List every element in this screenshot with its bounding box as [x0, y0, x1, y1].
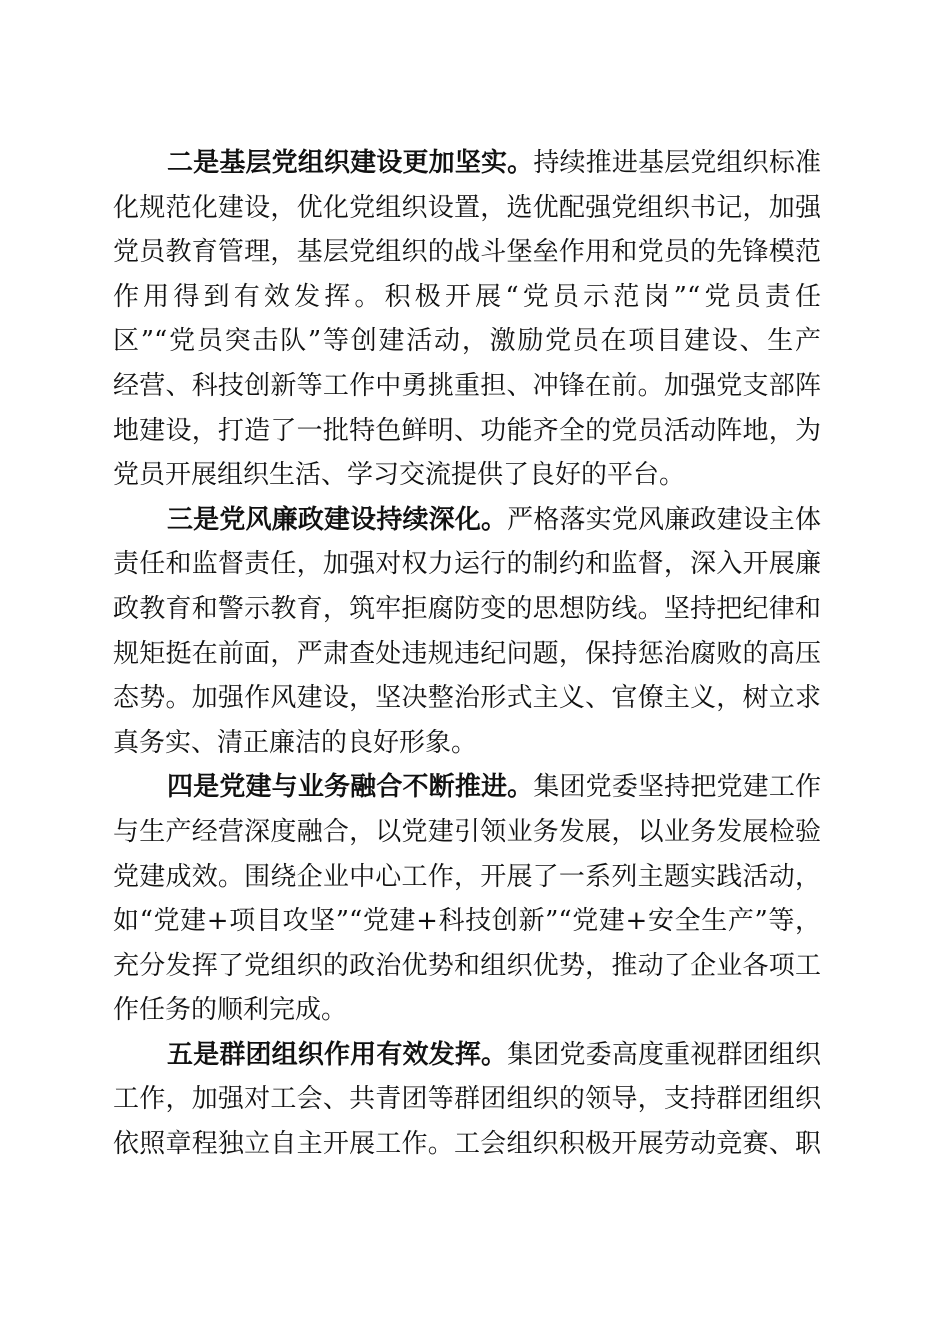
text-line [113, 1122, 821, 1167]
line-text: 党建成效。围绕企业中心工作，开展了一系列主题实践活动， [113, 861, 821, 892]
line-text: 党员开展组织生活、学习交流提供了良好的平台。 [113, 460, 686, 491]
text-line [113, 141, 821, 186]
text-line [113, 676, 821, 721]
line-text: 如“党建+项目攻坚”“党建+科技创新”“党建+安全生产”等， [113, 906, 821, 937]
text-line [113, 453, 821, 498]
text-line [113, 899, 821, 944]
paragraph-heading: 五是群团组织作用有效发挥。 [167, 1039, 508, 1070]
line-text: 经营、科技创新等工作中勇挑重担、冲锋在前。加强党支部阵 [113, 370, 821, 401]
line-text: 依照章程独立自主开展工作。工会组织积极开展劳动竞赛、职 [113, 1129, 821, 1160]
text-line [113, 230, 821, 275]
line-text: 地建设，打造了一批特色鲜明、功能齐全的党员活动阵地，为 [113, 415, 821, 446]
text-line [113, 1033, 821, 1078]
text-line [113, 944, 821, 989]
paragraph [113, 1033, 821, 1167]
text-line [113, 587, 821, 632]
paragraph-heading: 四是党建与业务融合不断推进。 [167, 772, 534, 803]
line-text: 集团党委坚持把党建工作 [533, 772, 821, 803]
text-line [113, 1077, 821, 1122]
line-text: 区”“党员突击队”等创建活动，激励党员在项目建设、生产 [113, 326, 821, 357]
text-line [113, 498, 821, 543]
line-text: 态势。加强作风建设，坚决整治形式主义、官僚主义，树立求 [113, 683, 821, 714]
paragraph-heading: 三是党风廉政建设持续深化。 [167, 504, 508, 535]
line-text: 政教育和警示教育，筑牢拒腐防变的思想防线。坚持把纪律和 [113, 593, 821, 624]
line-text: 充分发挥了党组织的政治优势和组织优势，推动了企业各项工 [113, 950, 821, 981]
text-line [113, 988, 821, 1033]
text-line [113, 855, 821, 900]
text-line [113, 542, 821, 587]
line-text: 作任务的顺利完成。 [113, 995, 348, 1026]
line-text: 责任和监督责任，加强对权力运行的制约和监督，深入开展廉 [113, 549, 821, 580]
text-line [113, 721, 821, 766]
line-text: 化规范化建设，优化党组织设置，选优配强党组织书记，加强 [113, 192, 821, 223]
line-text: 与生产经营深度融合，以党建引领业务发展，以业务发展检验 [113, 816, 821, 847]
text-line [113, 319, 821, 364]
paragraph-heading: 二是基层党组织建设更加坚实。 [167, 148, 534, 178]
line-text: 党员教育管理，基层党组织的战斗堡垒作用和党员的先锋模范 [113, 237, 821, 268]
line-text: 作用得到有效发挥。积极开展“党员示范岗”“党员责任 [113, 281, 821, 312]
text-line [113, 364, 821, 409]
text-line [113, 275, 821, 320]
text-line [113, 409, 821, 454]
line-text: 持续推进基层党组织标准 [533, 148, 821, 178]
paragraph [113, 765, 821, 1033]
text-line [113, 765, 821, 810]
paragraph [113, 498, 821, 766]
line-text: 真务实、清正廉洁的良好形象。 [113, 727, 478, 758]
text-line [113, 632, 821, 677]
line-text: 严格落实党风廉政建设主体 [507, 504, 821, 535]
paragraph [113, 141, 821, 498]
document-page [113, 141, 821, 1167]
text-line [113, 810, 821, 855]
line-text: 规矩挺在前面，严肃查处违规违纪问题，保持惩治腐败的高压 [113, 638, 821, 669]
line-text: 集团党委高度重视群团组织 [507, 1039, 821, 1070]
text-line [113, 186, 821, 231]
line-text: 工作，加强对工会、共青团等群团组织的领导，支持群团组织 [113, 1084, 821, 1115]
